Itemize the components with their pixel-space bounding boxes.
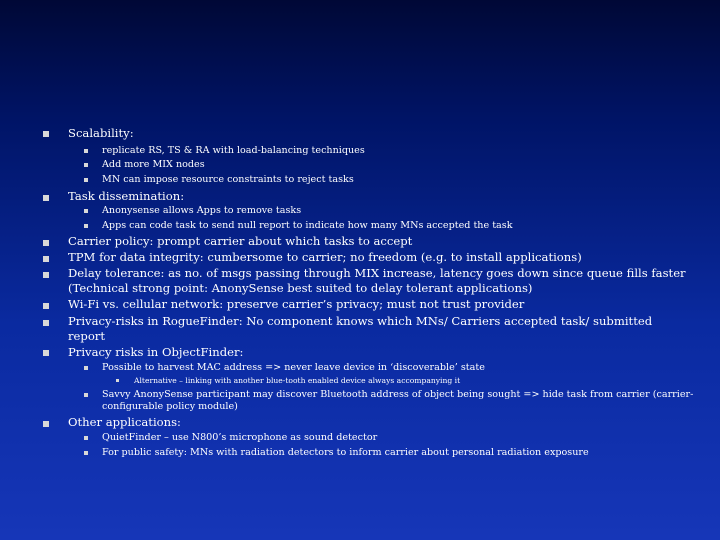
sub-bullet-quietfinder: QuietFinder – use N800’s microphone as sound detector: [102, 432, 378, 443]
bullet-icon: [84, 451, 88, 455]
bullet-tpm: TPM for data integrity: cumbersome to carrier; no freedom (e.g. to install applications): [68, 250, 582, 264]
sub-bullet-harvest-mac: Possible to harvest MAC address => never leave device in ‘discoverable’ state: [102, 362, 485, 373]
sub-bullet-remove-tasks: Anonysense allows Apps to remove tasks: [102, 205, 302, 216]
bullet-icon: [84, 436, 88, 440]
sub-bullet-public-safety: For public safety: MNs with radiation detectors to inform carrier about personal radiation exposure: [102, 447, 589, 458]
bullet-icon: [43, 421, 49, 427]
sub-bullet-savvy-participant: Savvy AnonySense participant may discover Bluetooth address of object being sought => hide task from carrier (carrier-: [102, 389, 694, 400]
bullet-roguefinder: Privacy-risks in RogueFinder: No component knows which MNs/ Carriers accepted task/ submitted: [68, 314, 653, 328]
bullet-task-dissemination: Task dissemination:: [68, 189, 185, 203]
sub-bullet-mix-nodes: Add more MIX nodes: [102, 159, 205, 170]
bullet-icon: [43, 256, 49, 262]
bullet-icon: [84, 209, 88, 213]
bullet-icon: [84, 149, 88, 153]
bullet-icon: [43, 350, 49, 356]
sub-bullet-resource-constraints: MN can impose resource constraints to reject tasks: [102, 174, 354, 185]
bullet-icon: [84, 178, 88, 182]
bullet-icon: [84, 163, 88, 167]
bullet-wifi-cellular: Wi-Fi vs. cellular network: preserve carrier’s privacy; must not trust provider: [68, 297, 525, 311]
bullet-carrier-policy: Carrier policy: prompt carrier about which tasks to accept: [68, 234, 413, 248]
bullet-icon: [43, 240, 49, 246]
bullet-icon: [43, 131, 49, 137]
bullet-delay-tolerance-cont: (Technical strong point: AnonySense best suited to delay tolerant applications): [68, 281, 533, 295]
bullet-icon: [116, 379, 119, 382]
bullet-roguefinder-cont: report: [68, 329, 106, 343]
bullet-icon: [43, 272, 49, 278]
sub-sub-bullet-alternative: Alternative – linking with another blue-tooth enabled device always accompanying it: [134, 376, 461, 385]
bullet-icon: [43, 320, 49, 326]
sub-bullet-null-report: Apps can code task to send null report to indicate how many MNs accepted the task: [102, 220, 513, 231]
bullet-icon: [43, 303, 49, 309]
bullet-other-applications: Other applications:: [68, 415, 181, 429]
bullet-objectfinder: Privacy risks in ObjectFinder:: [68, 345, 244, 359]
bullet-icon: [84, 224, 88, 228]
bullet-icon: [84, 393, 88, 397]
sub-bullet-savvy-participant-cont: configurable policy module): [102, 401, 238, 412]
bullet-delay-tolerance: Delay tolerance: as no. of msgs passing through MIX increase, latency goes down since queue fills faster: [68, 266, 686, 280]
sub-bullet-replicate: replicate RS, TS & RA with load-balancing techniques: [102, 145, 365, 156]
bullet-scalability: Scalability:: [68, 126, 134, 140]
bullet-icon: [43, 195, 49, 201]
bullet-icon: [84, 366, 88, 370]
